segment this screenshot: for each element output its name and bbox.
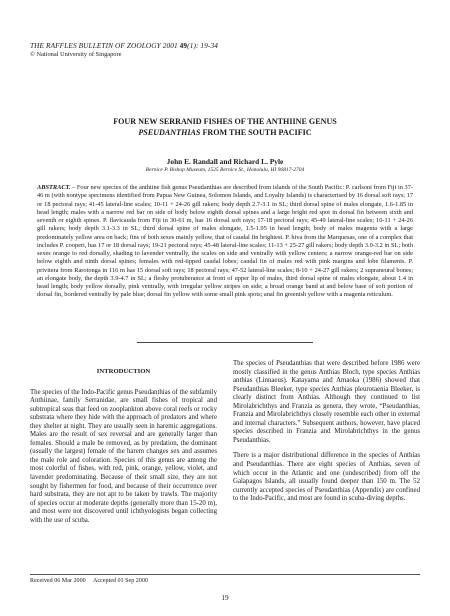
introduction-heading: INTRODUCTION	[96, 368, 151, 375]
title-line-2-rest: FROM THE SOUTH PACIFIC	[200, 128, 312, 137]
introduction-paragraph: The species of the Indo-Pacific genus Pseudanthias of the subfamily Anthiinae, family Serranidae, are small fishes of tropical and subtropical seas that feed on zooplankton above coral reefs or rocky substrata where they hide with the approach of predators and where they shelter at night. They are usually seen in haremic aggregations. Males are the result of sex reversal and are generally larger than females. Should a male be removed, as by predation, the dominant (usually the largest) female of the harem changes sex and assumes the male role and coloration. Species of this genus are among the most colorful of fishes, with red, pink, orange, yellow, violet, and lavender predominating. Because of their small size, they are not sought by fishermen for food, and because of their occurrence over hard substrata, they are not apt to be taken by trawls. The majority of species occur at moderate depths (generally more than 15-20 m), and most were not discovered until ichthyologists began collecting with the use of scuba.	[30, 388, 217, 524]
body-paragraph-2: There is a major distributional difference in the species of Anthias and Pseudanthias. There are eight species of Anthias, seven of which occur in the Atlantic and one (undescribed) from off the Galapagos Islands, all usually found deeper than 150 m. The 52 currently accepted species of Pseudanthias (Appendix) are confined to the Indo-Pacific, and most are found in scuba-diving depths.	[233, 452, 420, 503]
abstract	[37, 184, 413, 300]
article-title	[40, 116, 410, 138]
author-affiliation: Bernice P. Bishop Museum, 1525 Bernice St., Honolulu, HI 96817-2704	[145, 167, 305, 173]
title-line-2	[40, 127, 410, 138]
journal-name: THE RAFFLES BULLETIN OF ZOOLOGY 2001	[30, 41, 178, 50]
right-column	[233, 360, 420, 511]
received-accepted-dates: Received 06 Mar 2000 Accepted 01 Sep 2000	[30, 578, 148, 584]
abstract-text: – Four new species of the anthiine fish genus Pseudanthias are described from islands of the South Pacific: P. carlsoni from Fiji in 37-46 m (with nontype specimens identified from Papua New Guinea, Solomon Islands, and Loyalty Islands) is characterised by 16 dorsal soft rays; 17 or 18 pectoral rays; 41-45 lateral-line scales; 10-11 + 24-26 gill rakers; body depth 2.7-3.1 in SL; third dorsal spine of males elongate, 1.6-1.85 in head length; males with a narrow red bar on side of body below eighth dorsal spines and a large bright red spot in dorsal fin between sixth and seventh or eighth spines. P. flavicauda from Fiji in 30-61 m, has 16 dorsal soft rays; 17-18 pectoral rays; 45-49 lateral-line scales; 10-11 + 24-26 gill rakers; body depth 3.1-3.3 in SL; third dorsal spine of males elongate, 1.5-1.95 in head length; body of males magenta with a large predominately yellow area on back; fins of both sexes mainly yellow, that of caudal fin brightest. P. hiva from the Marquesas, one of a complex that includes P. cooperi, has 17 or 18 dorsal rays; 19-21 pectoral rays; 45-48 lateral-line scales; 11-13 + 25-27 gill rakers; body depth 3.0-3.2 in SL; both sexes orange to red dorsally, shading to lavender ventrally, the scales on side and ventrally with yellow centers; a narrow orange-red bar on side below eighth and ninth dorsal spines; females with red-tipped caudal lobes; caudal fin of males red with pink margins and lobe filaments. P. privitera from Rarotonga in 116 m has 15 dorsal soft rays; 18 pectoral rays; 47-52 lateral-line scales; 8-10 + 24-27 gill rakers; 2 supraneural bones; an elongate body, the depth 3.9-4.7 in SL; a fleshy protuberance at front of upper lip of males, third dorsal spine of males elongate, about 1.4 in head length; body yellow dorsally, pink ventrally, with irregular yellow stripes on side; a broad orange band at and below base of soft portion of dorsal fin, bordered ventrally by pale blue; dorsal fin yellow with some small pink spots; anal fin greenish yellow with a magenta reticulum.	[37, 184, 413, 299]
left-column	[30, 368, 217, 532]
journal-issue-pages: (1): 19-34	[187, 41, 218, 50]
copyright-notice: © National University of Singapore	[30, 51, 122, 58]
page-number: 19	[221, 594, 229, 602]
footer-rule	[30, 574, 420, 575]
body-paragraph-1: The species of Pseudanthias that were described before 1986 were mostly classified in the genus Anthias Bloch, type species Anthias anthias (Linnaeus). Katayama and Amaoka (1986) showed that Pseudanthias Bleeker, type species Anthias pleurotaenia Bleeker, is clearly distinct from Anthias. Although they continued to list Mirolabrichthys and Franzia as genera, they wrote, “Pseudanthias, Franzia and Mirolabrichthys closely resemble each other in external and internal characters.” Subsequent authors, however, have placed species described in Franzia and Mirolabrichthys in the genus Pseudanthias.	[233, 360, 420, 444]
abstract-label: ABSTRACT.	[37, 184, 71, 191]
section-divider	[137, 342, 313, 343]
title-genus: PSEUDANTHIAS	[138, 128, 201, 137]
journal-citation	[30, 41, 218, 50]
title-line-1: FOUR NEW SERRANID FISHES OF THE ANTHIINE GENUS	[113, 117, 337, 126]
author-names: John E. Randall and Richard L. Pyle	[166, 157, 284, 166]
journal-volume: 49	[179, 41, 188, 50]
